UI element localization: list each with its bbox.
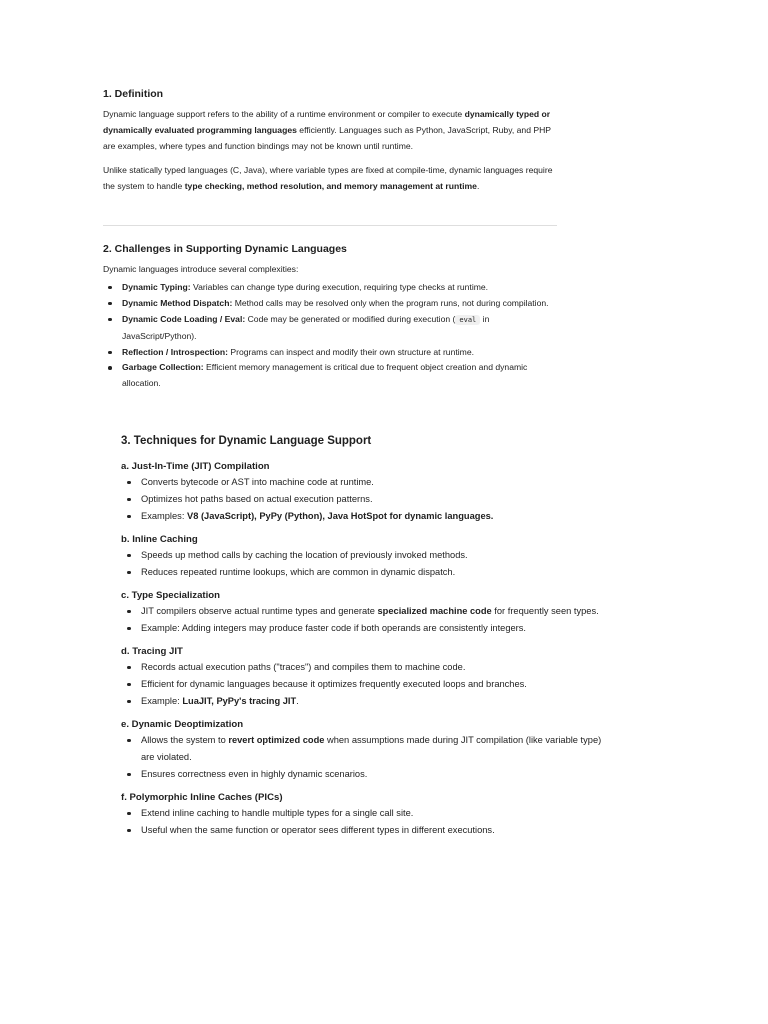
definition-section	[103, 87, 563, 195]
jit-list	[121, 474, 611, 525]
techniques-section	[121, 434, 611, 846]
type-specialization-subsection	[121, 588, 611, 637]
list-item	[121, 766, 611, 783]
bold-run: dynamically typed or dynamically evaluated programming languages	[103, 109, 551, 135]
deoptimization-heading: e. Dynamic Deoptimization	[121, 719, 244, 730]
bold-run: LuaJIT, PyPy's tracing JIT	[182, 696, 297, 706]
type-specialization-list	[121, 603, 611, 637]
list-item	[121, 620, 611, 637]
list-item-text: Example: Adding integers may produce faster code if both operands are consistently integers.	[141, 623, 527, 633]
pics-heading: f. Polymorphic Inline Caches (PICs)	[121, 792, 283, 803]
bullet-icon	[127, 773, 131, 777]
list-item	[121, 491, 611, 508]
bullet-icon	[108, 302, 112, 306]
list-item-text: Example:	[141, 696, 183, 706]
list-item-term: Dynamic Method Dispatch:	[122, 297, 233, 308]
list-item	[121, 564, 611, 581]
bullet-icon	[127, 481, 131, 485]
definition-paragraph-1	[103, 107, 563, 155]
bullet-icon	[127, 498, 131, 502]
inline-caching-subsection	[121, 532, 611, 581]
challenges-heading: 2. Challenges in Supporting Dynamic Languages	[103, 243, 347, 255]
techniques-heading: 3. Techniques for Dynamic Language Support	[121, 435, 372, 447]
challenges-list	[103, 280, 563, 392]
bullet-icon	[108, 318, 112, 322]
bullet-icon	[108, 351, 112, 355]
list-item-text: Extend inline caching to handle multiple types for a single call site.	[141, 808, 414, 818]
bullet-icon	[127, 812, 131, 816]
tracing-jit-subsection	[121, 644, 611, 710]
definition-paragraph-2	[103, 163, 563, 195]
bullet-icon	[127, 700, 131, 704]
deoptimization-list	[121, 732, 611, 783]
list-item	[103, 360, 563, 392]
bullet-icon	[127, 515, 131, 519]
pics-subsection	[121, 790, 611, 839]
bullet-icon	[127, 683, 131, 687]
list-item-text: Efficient for dynamic languages because it optimizes frequently executed loops and branches.	[141, 679, 527, 689]
bold-run: revert optimized code	[228, 735, 325, 745]
list-item-text: Programs can inspect and modify their own structure at runtime.	[228, 346, 474, 357]
bold-run: specialized machine code	[377, 606, 492, 616]
bullet-icon	[127, 666, 131, 670]
text-run: .	[476, 180, 480, 191]
list-item	[121, 547, 611, 564]
list-item	[121, 603, 611, 620]
tracing-jit-list	[121, 659, 611, 710]
list-item-text: Converts bytecode or AST into machine code at runtime.	[141, 477, 374, 487]
list-item-text: Variables can change type during execution, requiring type checks at runtime.	[190, 281, 489, 292]
bold-run: type checking, method resolution, and memory management at runtime	[184, 180, 477, 191]
text-run: Unlike statically typed languages (C, Java), where variable types are fixed at compile-time, dynamic languages require the system to handle	[103, 164, 553, 191]
list-item-text: Optimizes hot paths based on actual execution patterns.	[141, 494, 373, 504]
inline-caching-list	[121, 547, 611, 581]
bullet-icon	[127, 610, 131, 614]
list-item	[103, 280, 563, 296]
bold-run: V8 (JavaScript), PyPy (Python), Java HotSpot for dynamic languages.	[187, 511, 494, 521]
pics-list	[121, 805, 611, 839]
list-item-term: Dynamic Code Loading / Eval:	[122, 313, 246, 324]
list-item-text: Efficient memory management is critical due to frequent object creation and dynamic allocation.	[122, 362, 528, 389]
list-item	[121, 474, 611, 491]
deoptimization-subsection	[121, 717, 611, 783]
list-item-text: JIT compilers observe actual runtime types and generate	[141, 606, 378, 616]
list-item-text: Code may be generated or modified during execution (	[245, 313, 456, 324]
list-item-text: Records actual execution paths ("traces") and compiles them to machine code.	[141, 662, 466, 672]
list-item	[121, 805, 611, 822]
challenges-section	[103, 242, 563, 392]
list-item	[121, 732, 611, 766]
list-item-text: in JavaScript/Python).	[122, 313, 490, 341]
bullet-icon	[127, 739, 131, 743]
list-item-text: Ensures correctness even in highly dynamic scenarios.	[141, 769, 368, 779]
list-item-text: Useful when the same function or operator sees different types in different executions.	[141, 825, 495, 835]
bullet-icon	[127, 829, 131, 833]
definition-heading: 1. Definition	[103, 88, 164, 100]
bullet-icon	[108, 286, 112, 290]
text-run: efficiently. Languages such as Python, JavaScript, Ruby, and PHP are examples, where types and function bindings may not be known until runtime.	[103, 124, 551, 151]
list-item	[121, 676, 611, 693]
list-item	[103, 296, 563, 312]
list-item-text: Allows the system to	[141, 735, 229, 745]
list-item	[103, 345, 563, 361]
list-item-text: Speeds up method calls by caching the location of previously invoked methods.	[141, 550, 468, 560]
tracing-jit-heading: d. Tracing JIT	[121, 646, 183, 657]
list-item-text: .	[296, 696, 299, 706]
section-divider	[103, 225, 557, 226]
jit-heading: a. Just-In-Time (JIT) Compilation	[121, 461, 270, 472]
list-item-text: for frequently seen types.	[491, 606, 599, 616]
list-item-text: Reduces repeated runtime lookups, which are common in dynamic dispatch.	[141, 567, 456, 577]
list-item	[121, 508, 611, 525]
list-item-term: Reflection / Introspection:	[122, 346, 228, 357]
challenges-intro: Dynamic languages introduce several complexities:	[103, 264, 299, 274]
list-item	[121, 822, 611, 839]
jit-subsection	[121, 459, 611, 525]
bullet-icon	[108, 366, 112, 370]
list-item-term: Garbage Collection:	[122, 362, 204, 373]
type-specialization-heading: c. Type Specialization	[121, 590, 220, 601]
list-item-text: when assumptions made during JIT compilation (like variable type) are violated.	[141, 735, 602, 762]
text-run: Dynamic language support refers to the ability of a runtime environment or compiler to execute	[103, 109, 465, 119]
list-item	[103, 312, 563, 345]
bullet-icon	[127, 571, 131, 575]
list-item	[121, 693, 611, 710]
inline-caching-heading: b. Inline Caching	[121, 534, 198, 545]
list-item	[121, 659, 611, 676]
bullet-icon	[127, 627, 131, 631]
list-item-text: Method calls may be resolved only when the program runs, not during compilation.	[232, 297, 549, 308]
bullet-icon	[127, 554, 131, 558]
inline-code: eval	[455, 315, 480, 325]
list-item-term: Dynamic Typing:	[122, 281, 191, 292]
list-item-text: Examples:	[141, 511, 187, 521]
